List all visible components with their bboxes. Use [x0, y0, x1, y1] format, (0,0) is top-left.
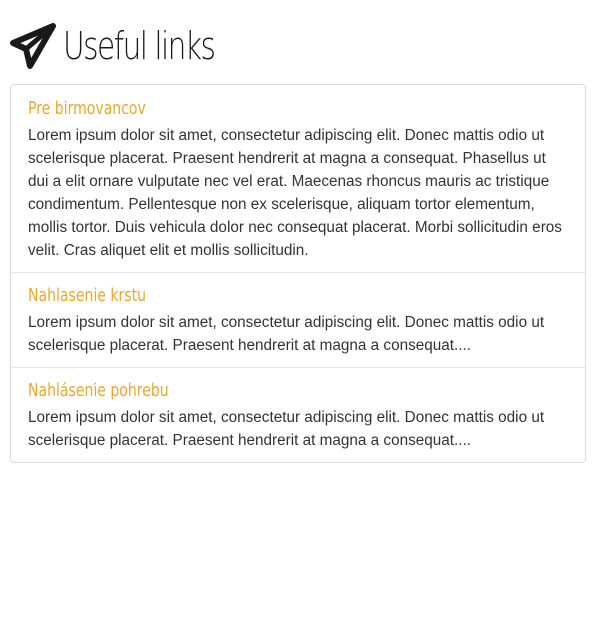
- useful-links-section: [10, 18, 586, 463]
- link-description: Lorem ipsum dolor sit amet, consectetur adipiscing elit. Donec mattis odio ut scelerisque placerat. Praesent hendrerit at magna a consequat. Phasellus ut dui a elit ornare vulputate nec vel erat. Maecenas rhoncus mauris ac tristique condimentum. Pellentesque non ex scelerisque, aliquam tortor elementum, mollis tortor. Duis vehicula dolor nec consequat placerat. Morbi sollicitudin eros velit. Cras aliquet elit et mollis sollicitudin.: [28, 127, 562, 259]
- list-item-pre-birmovancov[interactable]: [11, 85, 585, 272]
- link-description: Lorem ipsum dolor sit amet, consectetur adipiscing elit. Donec mattis odio ut scelerisque placerat. Praesent hendrerit at magna a consequat....: [28, 409, 545, 449]
- link-title[interactable]: Nahlasenie krstu: [28, 285, 146, 306]
- link-title[interactable]: Pre birmovancov: [28, 98, 146, 119]
- list-item-nahlasenie-pohrebu[interactable]: [11, 367, 585, 462]
- link-title[interactable]: Nahlásenie pohrebu: [28, 380, 169, 401]
- link-description: Lorem ipsum dolor sit amet, consectetur adipiscing elit. Donec mattis odio ut scelerisque placerat. Praesent hendrerit at magna a consequat....: [28, 314, 545, 354]
- page-title: Useful links: [63, 24, 215, 68]
- links-list: [10, 84, 586, 463]
- list-item-nahlasenie-krstu[interactable]: [11, 272, 585, 367]
- section-heading: [10, 18, 586, 74]
- paper-plane-icon: [9, 22, 57, 70]
